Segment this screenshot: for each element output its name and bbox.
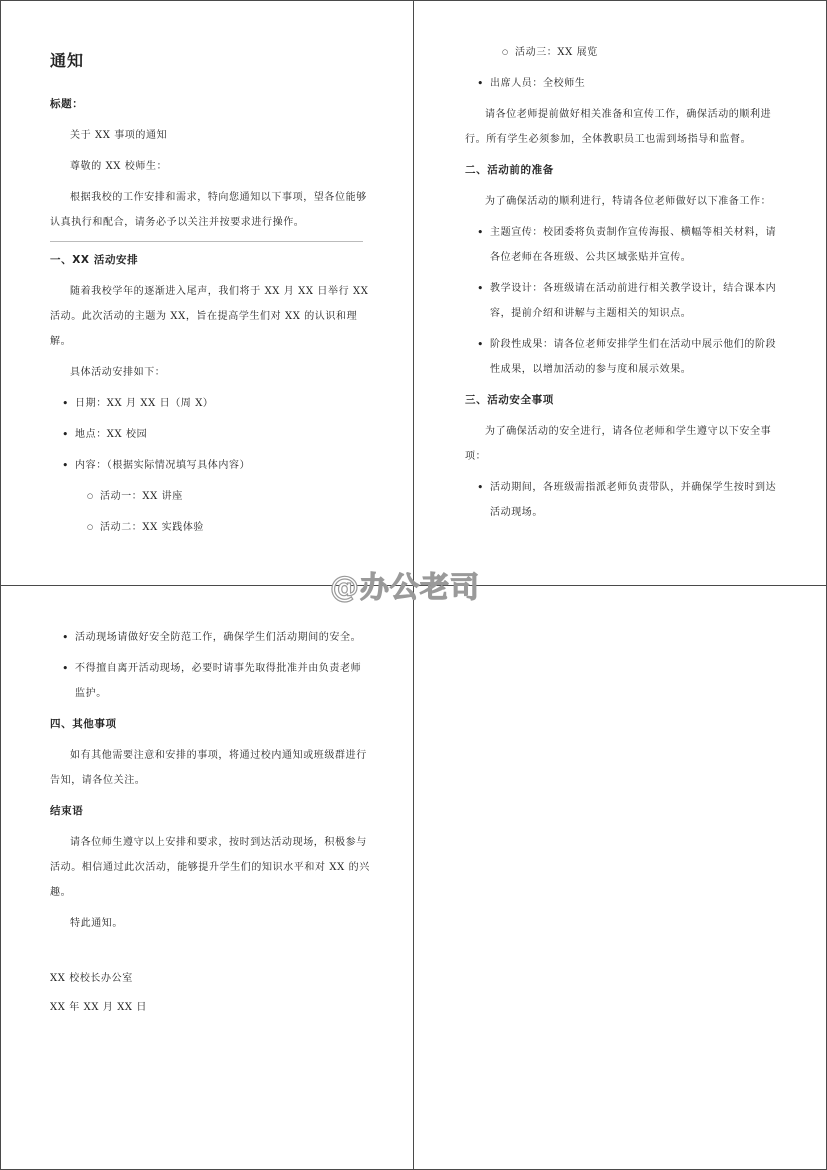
schedule-intro: 具体活动安排如下： <box>70 367 166 378</box>
closing-paragraph: 请各位师生遵守以上安排和要求，按时到达活动现场，积极参与活动。相信通过此次活动，能够提升学生们的知识水平和对 XX 的兴趣。 <box>50 837 370 898</box>
preparation-list <box>465 220 785 382</box>
section-1-heading: 一、XX 活动安排 <box>50 254 139 266</box>
list-item: • 主题宣传：校团委将负责制作宣传海报、横幅等相关材料，请各位老师在各班级、公共区域张贴并宣传。 <box>465 220 785 270</box>
section-divider <box>50 241 363 242</box>
signature-date: XX 年 XX 月 XX 日 <box>50 1002 148 1013</box>
closing-final: 特此通知。 <box>70 918 123 929</box>
page-3 <box>50 625 370 1020</box>
page-2 <box>465 40 785 531</box>
preparation-note: 请各位老师提前做好相关准备和宣传工作，确保活动的顺利进行。所有学生必须参加，全体教职员工也需到场指导和监督。 <box>465 109 772 145</box>
list-item: • 内容：（根据实际情况填写具体内容） <box>50 453 370 478</box>
subtitle-label: 标题： <box>50 98 84 110</box>
list-item: • 出席人员：全校师生 <box>465 71 785 96</box>
section-1-paragraph: 随着我校学年的逐渐进入尾声，我们将于 XX 月 XX 日举行 XX 活动。此次活动的主题为 XX，旨在提高学生们对 XX 的认识和理解。 <box>50 286 369 347</box>
document-title: 通知 <box>50 51 85 70</box>
section-3-paragraph: 为了确保活动的安全进行，请各位老师和学生遵守以下安全事项： <box>465 426 772 462</box>
list-item: • 地点：XX 校园 <box>50 422 370 447</box>
watermark: @办公老司 <box>330 570 481 604</box>
list-item: • 教学设计：各班级请在活动前进行相关教学设计，结合课本内容，提前介绍和讲解与主题相关的知识点。 <box>465 276 785 326</box>
sub-list-item: ○ 活动一：XX 讲座 <box>50 484 370 509</box>
section-2-heading: 二、活动前的准备 <box>465 164 554 176</box>
schedule-list <box>50 391 370 540</box>
list-item: • 阶段性成果：请各位老师安排学生们在活动中展示他们的阶段性成果，以增加活动的参与度和展示效果。 <box>465 332 785 382</box>
closing-heading: 结束语 <box>50 805 84 817</box>
list-item: • 活动现场请做好安全防范工作，确保学生们活动期间的安全。 <box>50 625 370 650</box>
sub-list-item: ○ 活动二：XX 实践体验 <box>50 515 370 540</box>
page-1 <box>50 40 370 546</box>
continued-list <box>465 40 785 96</box>
safety-list-continued <box>50 625 370 706</box>
signature-org: XX 校校长办公室 <box>50 973 133 984</box>
sub-list-item: ○ 活动三：XX 展览 <box>465 40 785 65</box>
greeting: 尊敬的 XX 校师生： <box>70 161 168 172</box>
list-item: • 不得擅自离开活动现场，必要时请事先取得批准并由负责老师监护。 <box>50 656 370 706</box>
list-item: • 日期：XX 月 XX 日（周 X） <box>50 391 370 416</box>
list-item: • 活动期间，各班级需指派老师负责带队，并确保学生按时到达活动现场。 <box>465 475 785 525</box>
section-4-paragraph: 如有其他需要注意和安排的事项，将通过校内通知或班级群进行告知，请各位关注。 <box>50 750 367 786</box>
section-3-heading: 三、活动安全事项 <box>465 394 554 406</box>
spacer <box>50 942 370 966</box>
subject-line: 关于 XX 事项的通知 <box>70 130 168 141</box>
intro-paragraph: 根据我校的工作安排和需求，特向您通知以下事项，望各位能够认真执行和配合，请务必予以关注并按要求进行操作。 <box>50 192 367 228</box>
section-4-heading: 四、其他事项 <box>50 718 117 730</box>
section-2-paragraph: 为了确保活动的顺利进行，特请各位老师做好以下准备工作： <box>485 196 772 207</box>
safety-list <box>465 475 785 525</box>
